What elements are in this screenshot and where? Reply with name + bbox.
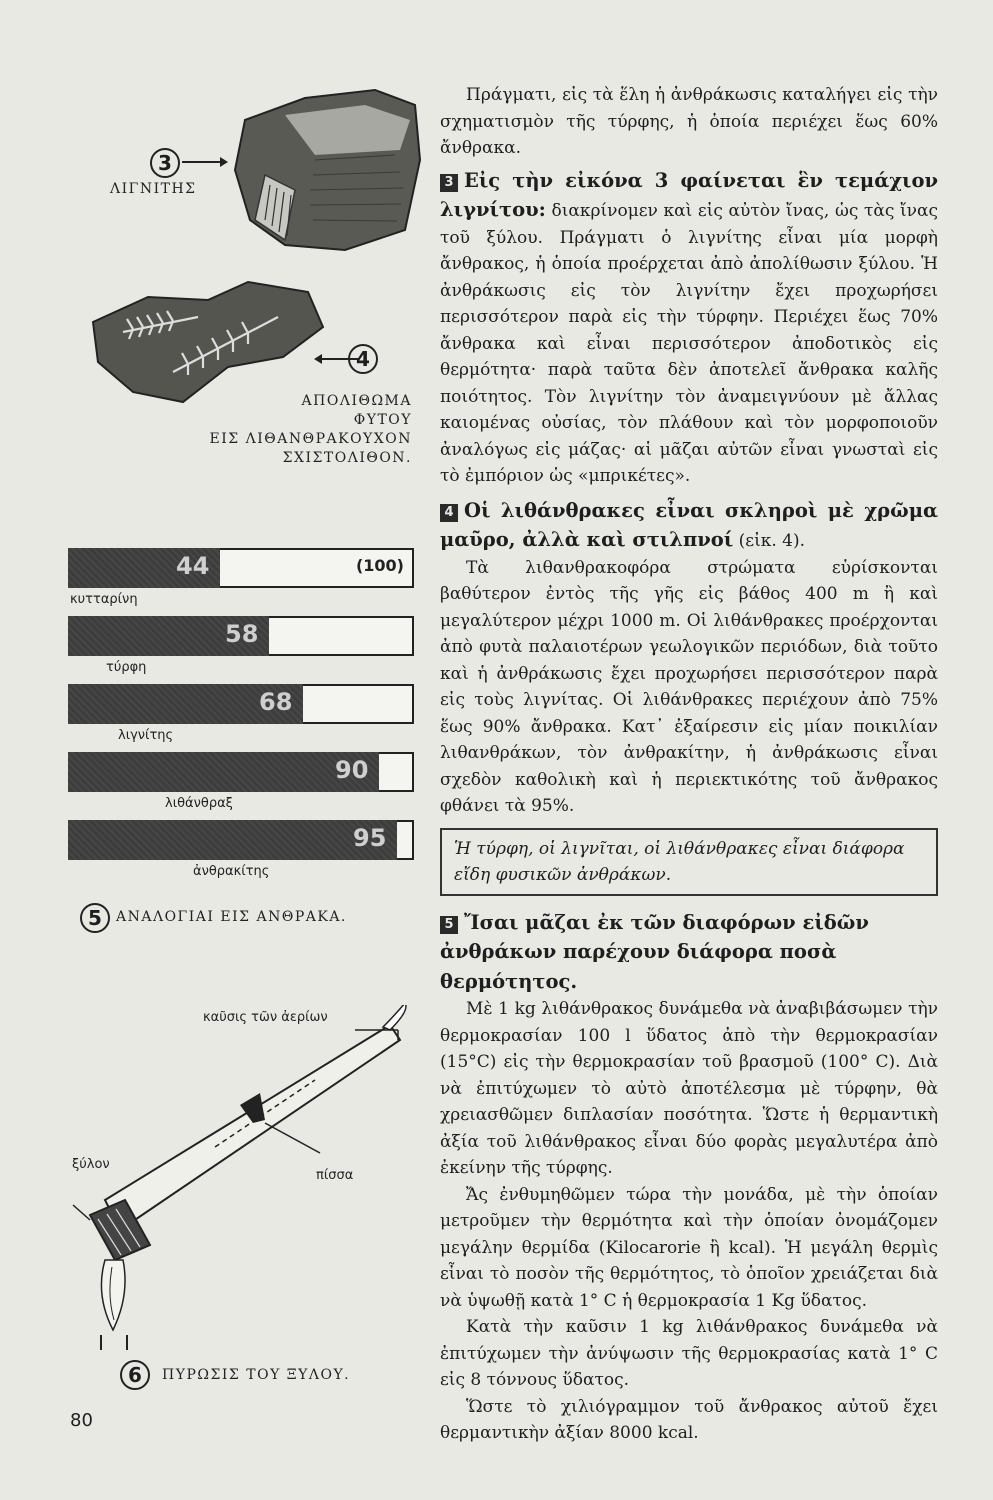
bar-category-label: ἀνθρακίτης (193, 864, 270, 879)
figure-3-arrow (180, 155, 230, 169)
section-3 (440, 166, 938, 490)
section-4-heading: Οἱ λιθάνθρακες εἶναι σκληροὶ μὲ χρῶμα μαῦρο, ἀλλὰ καὶ στιλπνοί (440, 498, 938, 551)
gas-combustion-label: καῦσις τῶν ἀερίων (203, 1010, 328, 1025)
section-4-body: Τὰ λιθανθρακοφόρα στρώματα εὑρίσκονται βαθύτερον ἐντὸς τῆς γῆς εἰς βάθος 400 m ἢ καὶ μεγαλύτερον μέχρι 1000 m. Οἱ λιθάνθρακες προέρχονται ἀπὸ φυτὰ παλαιοτέρων γεωλογικῶν περιόδων, διὰ τοῦτο καὶ ἡ ἀνθράκωσις ἔχει προχωρήσει περισσότερον παρὰ εἰς τοὺς λιγνίτας. Οἱ λιθάνθρακες περιέχουν ἀπὸ 75% ἕως 90% ἄνθρακα. Κατ᾽ ἐξαίρεσιν εἰς μίαν ποικιλίαν λιθανθράκων, τὸν ἀνθρακίτην, ἡ ἀνθράκωσις εἶναι σχεδὸν καθολικὴ καὶ ἡ περιεκτικότης τοῦ ἄνθρακος φθάνει τὰ 95%. (440, 557, 938, 816)
bar-row (68, 684, 414, 726)
page-number: 80 (70, 1410, 93, 1431)
figure-6-number: 6 (120, 1360, 150, 1390)
figure-4-caption-line: ΦΥΤΟΥ (353, 412, 412, 428)
bar-fill (68, 752, 379, 792)
bar-category-label: τύρφη (106, 660, 147, 675)
section-3-body: διακρίνομεν καὶ εἰς αὐτὸν ἴνας, ὡς τὰς ἴνας τοῦ ξύλου. Πράγματι ὁ λιγνίτης εἶναι μία μορφὴ ἄνθρακος, ἡ ὁποία προέρχεται ἀπὸ ἀπολίθωσιν ξύλου. Ἡ ἀνθράκωσις εἰς τὸν λιγνίτην ἔχει προχωρήσει περισσότερον παρὰ εἰς τὴν τύρφην. Περιέχει ἕως 70% ἄνθρακα καὶ εἶναι περισσότερον ἀποδοτικὸς εἰς θερμότητα· παρὰ ταῦτα δὲν ἀποτελεῖ ἄνθρακα καλῆς ποιότητος. Τὸν λιγνίτην τὸν ἀναμειγνύουν μὲ ἄλλας καιομένας οὐσίας, τὸν πλάθουν καὶ τὸν μορφοποιοῦν ἀναλόγως εἰς μάζας· αἱ μᾶζαι αὐτῶν εἶναι γνωσταὶ εἰς τὸ ἐμπόριον ὡς «μπρικέτες». (440, 201, 939, 486)
figure-4-caption (150, 392, 412, 468)
section-5-number: 5 (440, 916, 458, 934)
figure-6-caption: ΠΥΡΩΣΙΣ ΤΟΥ ΞΥΛΟΥ. (162, 1367, 351, 1383)
section-5-paragraph-2: Ἄς ἐνθυμηθῶμεν τώρα τὴν μονάδα, μὲ τὴν ὁποίαν μετροῦμεν τὴν θερμότητα καὶ τὴν ὁποίαν ὀνομάζομεν μεγάλην θερμίδα (Kilocarorie ἢ kcal). Ἡ μεγάλη θερμὶς εἶναι τὸ ποσὸν τῆς θερμότητος, τὸ ὁποῖον χρειάζεται διὰ νὰ ὑψωθῇ κατὰ 1° C ἡ θερμοκρασία 1 Kg ὕδατος. (440, 1184, 938, 1311)
bar-value-label: 44 (176, 552, 210, 580)
figure-5-caption: ΑΝΑΛΟΓΙΑΙ ΕΙΣ ΑΝΘΡΑΚΑ. (116, 909, 347, 925)
figure-5-number: 5 (80, 903, 110, 933)
section-5-paragraph-4: Ὥστε τὸ χιλιόγραμμον τοῦ ἄνθρακος αὐτοῦ ἔχει θερμαντικὴν ἀξίαν 8000 kcal. (440, 1396, 938, 1443)
section-3-heading: Εἰς τὴν εἰκόνα 3 φαίνεται ἓν τεμάχιον λιγνίτου: (440, 168, 938, 221)
burning-wood-illustration (65, 1005, 425, 1350)
bar-value-label: 90 (335, 756, 369, 784)
bar-value-label: 58 (225, 620, 259, 648)
figure-4-caption-line: ΕΙΣ ΛΙΘΑΝΘΡΑΚΟΥΧΟΝ (209, 431, 412, 447)
pitch-label: πίσσα (316, 1168, 354, 1183)
figure-4-number: 4 (348, 344, 378, 374)
figure-4-caption-line: ΣΧΙΣΤΟΛΙΘΟΝ. (282, 450, 412, 466)
bar-category-label: λιγνίτης (118, 728, 174, 743)
section-5-heading: Ἴσαι μᾶζαι ἐκ τῶν διαφόρων εἰδῶν ἀνθράκων παρέχουν διάφορα ποσὰ θερμότητος. (440, 910, 869, 993)
bar-row (68, 616, 414, 658)
bar-category-label: κυτταρίνη (70, 592, 138, 607)
bar-row (68, 752, 414, 794)
section-4-number: 4 (440, 504, 458, 522)
bar-total-label: (100) (355, 556, 404, 575)
bar-category-label: λιθάνθραξ (165, 796, 233, 811)
figure-3-caption: ΛΙΓΝΙΤΗΣ (110, 181, 197, 197)
bar-row (68, 548, 414, 590)
bar-value-label: 95 (353, 824, 387, 852)
section-5-paragraph-1: Μὲ 1 kg λιθάνθρακος δυνάμεθα νὰ ἀναβιβάσωμεν τὴν θερμοκρασίαν 100 l ὕδατος ἀπὸ τὴν θερμοκρασίαν (15°C) εἰς τὴν θερμοκρασίαν τοῦ βρασμοῦ (100° C). Διὰ νὰ ἐπιτύχωμεν τὸ αὐτὸ ἀποτέλεσμα μὲ τύρφην, θὰ χρειασθῶμεν διπλασίαν ποσότητα. Ὥστε ἡ θερμαντικὴ ἀξία τοῦ λιθάνθρακος εἶναι δύο φορὰς μεγαλυτέρα ἀπὸ ἐκείνην τῆς τύρφης. (440, 999, 938, 1178)
summary-note-box: Ἡ τύρφη, οἱ λιγνῖται, οἱ λιθάνθρακες εἶναι διάφορα εἴδη φυσικῶν ἀνθράκων. (440, 828, 938, 896)
section-3-number: 3 (440, 174, 458, 192)
paragraph-peat: Πράγματι, εἰς τὰ ἕλη ἡ ἀνθράκωσις καταλήγει εἰς τὴν σχηματισμὸν τῆς τύρφης, ἡ ὁποία περιέχει ἕως 60% ἄνθρακα. (440, 85, 938, 158)
section-5-paragraph-3: Κατὰ τὴν καῦσιν 1 kg λιθάνθρακος δυνάμεθα νὰ ἐπιτύχωμεν τὴν ἀνύψωσιν τῆς θερμοκρασίας κατὰ 1° C εἰς 8 τόννους ὕδατος. (440, 1317, 938, 1390)
bar-fill (68, 820, 397, 860)
section-4 (440, 496, 938, 555)
bar-value-label: 68 (259, 688, 293, 716)
section-5-heading-block (440, 908, 938, 997)
bar-row (68, 820, 414, 862)
wood-label: ξύλον (72, 1157, 110, 1172)
figure-4-caption-line: ΑΠΟΛΙΘΩΜΑ (301, 393, 412, 409)
main-text-column (440, 82, 938, 1447)
lignite-illustration (225, 80, 425, 255)
section-4-figure-ref: (εἰκ. 4). (738, 531, 806, 551)
figure-3-number: 3 (150, 148, 180, 178)
